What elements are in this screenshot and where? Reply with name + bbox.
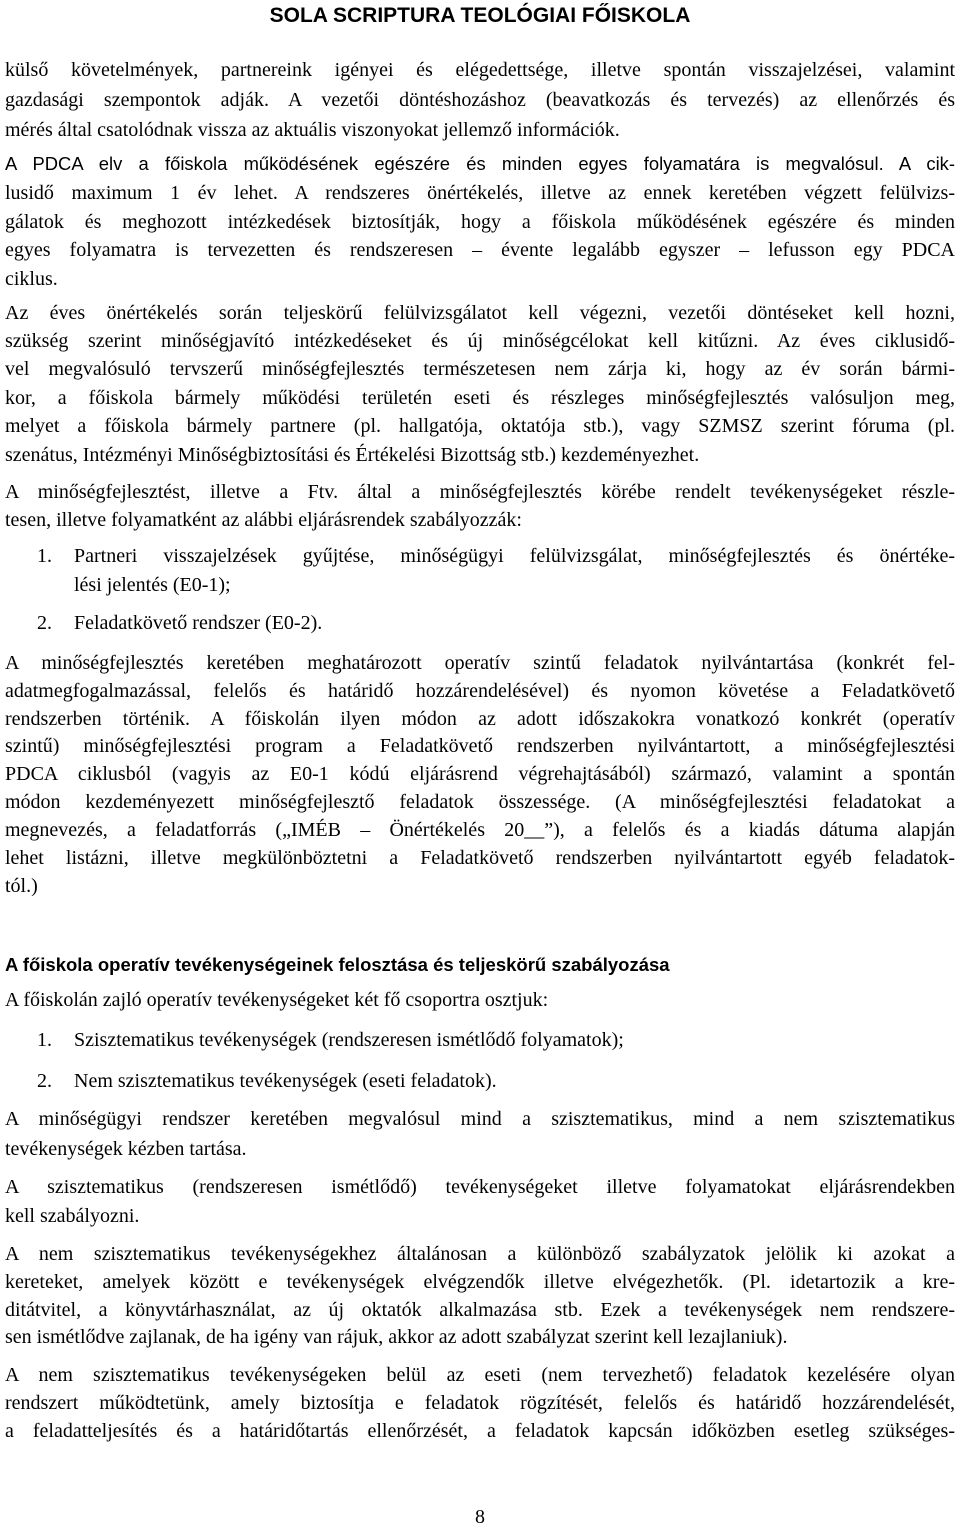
list-item-text: Partneri visszajelzések gyűjtése, minőségügyi felülvizsgálat, minőségfejlesztés és önértéke- bbox=[74, 545, 955, 567]
paragraph-7-line: tevékenységek kézben tartása. bbox=[5, 1138, 247, 1160]
list-item-number: 2. bbox=[37, 1070, 52, 1092]
paragraph-5-line: rendszerben történik. A főiskolán ilyen módon az adott időszakokra vonatkozó konkrét (operatív bbox=[5, 708, 955, 730]
paragraph-3-line: melyet a főiskola bármely partnere (pl. hallgatója, oktatója stb.), vagy SZMSZ szerint fóruma (pl. bbox=[5, 415, 955, 437]
paragraph-5-line: lehet listázni, illetve megkülönböztetni a Feladatkövető rendszerben nyilvántartott egyéb feladatok- bbox=[5, 847, 955, 869]
paragraph-9-line: ditátvitel, a könyvtárhasználat, az új oktatók alkalmazása stb. Ezek a tevékenységek nem rendszere- bbox=[5, 1299, 955, 1321]
paragraph-3-line: szükség szerint minőségjavító intézkedéseket és új minőségcélokat kell kitűzni. Az éves ciklusidő- bbox=[5, 330, 955, 352]
paragraph-5-line: PDCA ciklusból (vagyis az E0-1 kódú eljárásrend végrehajtásából) származó, valamint a spontán bbox=[5, 763, 955, 785]
page-number: 8 bbox=[475, 1506, 485, 1528]
paragraph-3-line: kor, a főiskola bármely működési területén eseti és részleges minőségfejlesztés valósuljon meg, bbox=[5, 387, 955, 409]
paragraph-5-line: tól.) bbox=[5, 875, 38, 897]
paragraph-1-line: külső követelmények, partnereink igényei és elégedettsége, illetve spontán visszajelzései, valamint bbox=[5, 59, 955, 81]
page-header-title: SOLA SCRIPTURA TEOLÓGIAI FŐISKOLA bbox=[269, 4, 691, 27]
paragraph-5-line: szintű) minőségfejlesztési program a Feladatkövető rendszerben nyilvántartott, a minőségfejlesztési bbox=[5, 735, 955, 757]
list-item-number: 2. bbox=[37, 612, 52, 634]
paragraph-10-line: a feladatteljesítés és a határidőtartás ellenőrzését, a feladatok kapcsán időközben esetleg szükséges- bbox=[5, 1420, 955, 1442]
paragraph-8-line: A szisztematikus (rendszeresen ismétlődő) tevékenységeket illetve folyamatokat eljárásrendekben bbox=[5, 1176, 955, 1198]
paragraph-5-line: megnevezés, a feladatforrás („IMÉB – Önértékelés 20__”), a felelős és a kiadás dátuma alapján bbox=[5, 819, 955, 841]
paragraph-3-line: vel megvalósuló tervszerű minőségfejlesztés természetesen nem zárja ki, hogy az év során bármi- bbox=[5, 358, 955, 380]
list-item-text: Szisztematikus tevékenységek (rendszeresen ismétlődő folyamatok); bbox=[74, 1029, 624, 1051]
paragraph-3-line: szenátus, Intézményi Minőségbiztosítási és Értékelési Bizottság stb.) kezdeményezhet. bbox=[5, 444, 700, 466]
paragraph-4-line: tesen, illetve folyamatként az alábbi eljárásrendek szabályozzák: bbox=[5, 509, 522, 531]
paragraph-7-line: A minőségügyi rendszer keretében megvalósul mind a szisztematikus, mind a nem szisztematikus bbox=[5, 1108, 955, 1130]
paragraph-2-line: egyes folyamatra is tervezetten és rendszeresen – évente legalább egyszer – lefusson egy PDCA bbox=[5, 239, 955, 261]
list-item-number: 1. bbox=[37, 1029, 52, 1051]
paragraph-6: A főiskolán zajló operatív tevékenységeket két fő csoportra osztjuk: bbox=[5, 989, 549, 1011]
section-heading: A főiskola operatív tevékenységeinek felosztása és teljeskörű szabályozása bbox=[5, 954, 670, 975]
paragraph-9-line: kereteket, amelyek között e tevékenységek elvégzendők illetve elvégezhetők. (Pl. idetartozik a kre- bbox=[5, 1271, 955, 1293]
paragraph-1-line: gazdasági szempontok adják. A vezetői döntéshozáshoz (beavatkozás és tervezés) az ellenőrzés és bbox=[5, 89, 955, 111]
list-item-number: 1. bbox=[37, 545, 52, 567]
paragraph-3-line: Az éves önértékelés során teljeskörű felülvizsgálatot kell végezni, vezetői döntéseket kell hozni, bbox=[5, 302, 955, 324]
paragraph-9-line: sen ismétlődve zajlanak, de ha igény van rájuk, akkor az adott szabályzat szerint kell lezajlaniuk). bbox=[5, 1326, 788, 1348]
paragraph-2-line: ciklus. bbox=[5, 268, 58, 290]
paragraph-5-line: adatmegfogalmazással, felelős és határidő hozzárendelésével) és nyomon követése a Feladatkövető bbox=[5, 680, 955, 702]
list-item-text: Nem szisztematikus tevékenységek (eseti feladatok). bbox=[74, 1070, 497, 1092]
paragraph-4-line: A minőségfejlesztést, illetve a Ftv. által a minőségfejlesztés körébe rendelt tevékenységeket részle- bbox=[5, 481, 955, 503]
paragraph-5-line: módon kezdeményezett minőségfejlesztő feladatok összessége. (A minőségfejlesztési feladatokat a bbox=[5, 791, 955, 813]
paragraph-10-line: A nem szisztematikus tevékenységeken belül az eseti (nem tervezhető) feladatok kezelésére olyan bbox=[5, 1364, 955, 1386]
paragraph-2-line: gálatok és meghozott intézkedések biztosítják, hogy a főiskola működésének egészére és minden bbox=[5, 211, 955, 233]
paragraph-1-line: mérés által csatolódnak vissza az aktuális viszonyokat jellemző információk. bbox=[5, 119, 620, 141]
paragraph-9-line: A nem szisztematikus tevékenységekhez általánosan a különböző szabályzatok jelölik ki azokat a bbox=[5, 1243, 955, 1265]
paragraph-2-line: lusidő maximum 1 év lehet. A rendszeres önértékelés, illetve az ennek keretében végzett felülvizs- bbox=[5, 182, 955, 204]
list-item-text: Feladatkövető rendszer (E0-2). bbox=[74, 612, 323, 634]
paragraph-8-line: kell szabályozni. bbox=[5, 1205, 140, 1227]
list-item-text: lési jelentés (E0-1); bbox=[74, 574, 231, 596]
paragraph-10-line: rendszert működtetünk, amely biztosítja e feladatok rögzítését, felelős és határidő hozzárendelését, bbox=[5, 1392, 955, 1414]
paragraph-5-line: A minőségfejlesztés keretében meghatározott operatív szintű feladatok nyilvántartása (konkrét fel- bbox=[5, 652, 955, 674]
paragraph-2-line: A PDCA elv a főiskola működésének egészére és minden egyes folyamatára is megvalósul. A cik- bbox=[5, 153, 955, 174]
